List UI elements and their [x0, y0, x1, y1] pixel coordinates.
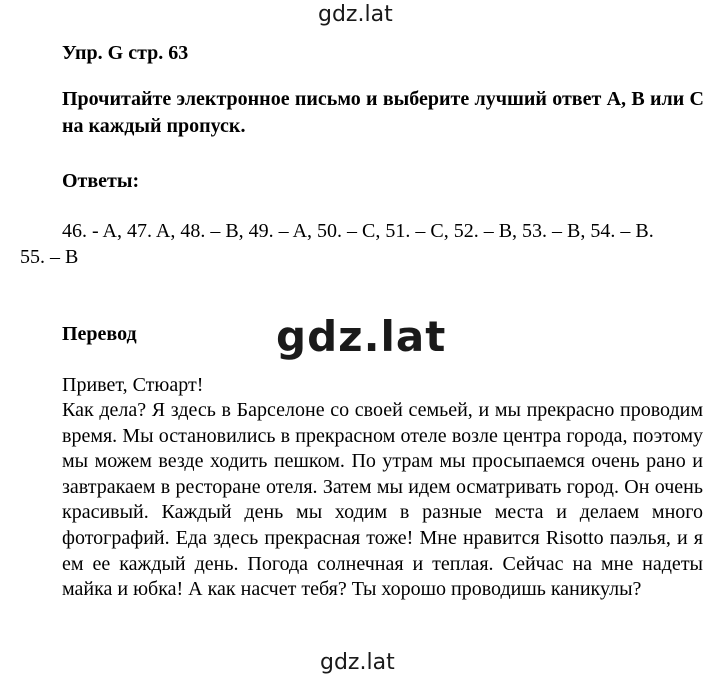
exercise-instruction: Прочитайте электронное письмо и выберите лучший ответ A, B или C на каждый пропуск. — [62, 88, 704, 137]
answers-line-2: 55. – B — [20, 246, 79, 268]
answers-heading: Ответы: — [62, 170, 140, 192]
watermark-bottom: gdz.lat — [320, 650, 395, 675]
watermark-middle: gdz.lat — [276, 312, 447, 361]
letter-body: Как дела? Я здесь в Барселоне со своей семьей, и мы прекрасно проводим время. Мы остановились в прекрасном отеле возле центра города, поэтому мы можем везде ходить пешком. По утрам мы просыпаемся очень рано и завтракаем в ресторане отеля. Затем мы идем осматривать город. Он очень красивый. Каждый день мы ходим в разные места и делаем много фотографий. Еда здесь прекрасная тоже! Мне нравится Risotto паэлья, и я ем ее каждый день. Погода солнечная и теплая. Сейчас на мне надеты майка и юбка! А как насчет тебя? Ты хорошо проводишь каникулы? — [62, 399, 703, 601]
letter-greeting: Привет, Стюарт! — [62, 374, 204, 396]
answers-block — [20, 218, 710, 270]
translation-heading: Перевод — [62, 323, 137, 345]
exercise-title: Упр. G стр. 63 — [62, 42, 189, 64]
watermark-top: gdz.lat — [318, 2, 393, 27]
answers-line-1: 46. - A, 47. A, 48. – B, 49. – A, 50. – C, 51. – C, 52. – B, 53. – B, 54. – B. — [62, 220, 654, 242]
